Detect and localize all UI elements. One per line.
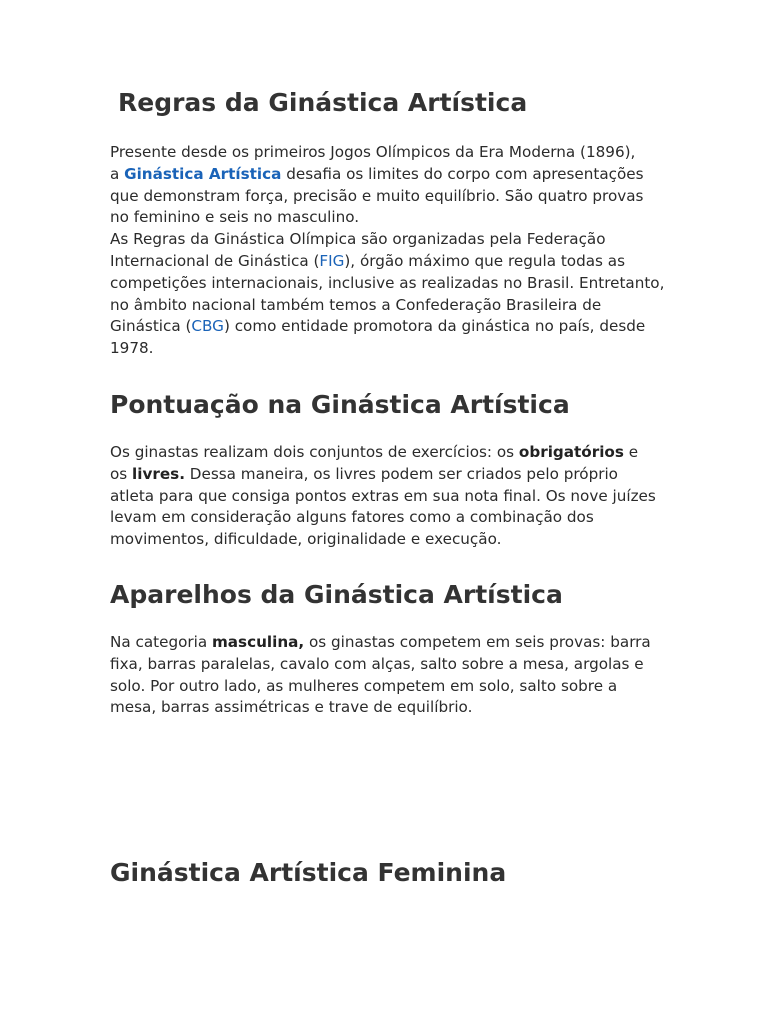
aparelhos-line-2: fixa, barras paralelas, cavalo com alças, salto sobre a mesa, argolas e: [110, 654, 644, 673]
intro-paragraph: [110, 142, 665, 360]
intro-line-6: [110, 251, 662, 273]
livres-bold: livres.: [132, 464, 185, 483]
aparelhos-line-4: mesa, barras assimétricas e trave de equilíbrio.: [110, 698, 473, 717]
pontuacao-line-4: levam em consideração alguns fatores como a combinação dos: [110, 508, 594, 527]
intro-line-2-prefix: a: [110, 164, 125, 183]
intro-line-9-prefix: Ginástica (: [110, 317, 192, 336]
intro-line-9: [110, 316, 662, 338]
intro-line-7: competições internacionais, inclusive as realizadas no Brasil. Entretanto,: [110, 273, 665, 292]
intro-line-1: Presente desde os primeiros Jogos Olímpicos da Era Moderna (1896),: [110, 143, 636, 161]
aparelhos-heading: Aparelhos da Ginástica Artística: [110, 580, 563, 609]
aparelhos-line-1-suffix: os ginastas competem em seis provas: barra: [304, 633, 651, 651]
page-title: Regras da Ginástica Artística: [118, 88, 528, 117]
pontuacao-heading: Pontuação na Ginástica Artística: [110, 390, 570, 419]
aparelhos-paragraph: [110, 632, 662, 719]
cbg-link[interactable]: CBG: [191, 317, 224, 336]
intro-line-3: que demonstram força, precisão e muito equilíbrio. São quatro provas: [110, 186, 644, 205]
intro-line-9-suffix: ) como entidade promotora da ginástica no país, desde: [223, 317, 646, 336]
feminina-heading: Ginástica Artística Feminina: [110, 858, 507, 887]
intro-line-6-suffix: ), órgão máximo que regula todas as: [344, 251, 625, 270]
ginastica-artistica-link[interactable]: Ginástica Artística: [124, 164, 282, 183]
intro-line-2-suffix: desafia os limites do corpo com apresentações: [281, 164, 644, 183]
pontuacao-line-1: [110, 442, 662, 464]
fig-link[interactable]: FIG: [319, 251, 345, 270]
intro-line-8: no âmbito nacional também temos a Confederação Brasileira de: [110, 295, 602, 314]
aparelhos-line-3: solo. Por outro lado, as mulheres competem em solo, salto sobre a: [110, 676, 618, 695]
pontuacao-line-2-prefix: os: [110, 464, 133, 483]
aparelhos-line-1: [110, 632, 662, 654]
pontuacao-line-1-prefix: Os ginastas realizam dois conjuntos de exercícios: os: [110, 443, 519, 461]
obrigatorios-bold: obrigatórios: [518, 443, 624, 461]
pontuacao-paragraph: [110, 442, 662, 551]
aparelhos-line-1-prefix: Na categoria: [110, 633, 212, 651]
intro-line-5: As Regras da Ginástica Olímpica são organizadas pela Federação: [110, 230, 606, 249]
pontuacao-line-1-suffix: e: [623, 443, 639, 461]
intro-line-4: no feminino e seis no masculino.: [110, 208, 360, 227]
masculina-bold: masculina,: [211, 633, 305, 651]
intro-line-2: [110, 164, 662, 186]
pontuacao-line-2: [110, 464, 662, 486]
intro-line-6-prefix: Internacional de Ginástica (: [110, 251, 320, 270]
intro-line-10: 1978.: [110, 339, 154, 358]
pontuacao-line-3: atleta para que consiga pontos extras em sua nota final. Os nove juízes: [110, 486, 656, 505]
pontuacao-line-5: movimentos, dificuldade, originalidade e execução.: [110, 530, 502, 549]
pontuacao-line-2-suffix: Dessa maneira, os livres podem ser criados pelo próprio: [184, 464, 618, 483]
